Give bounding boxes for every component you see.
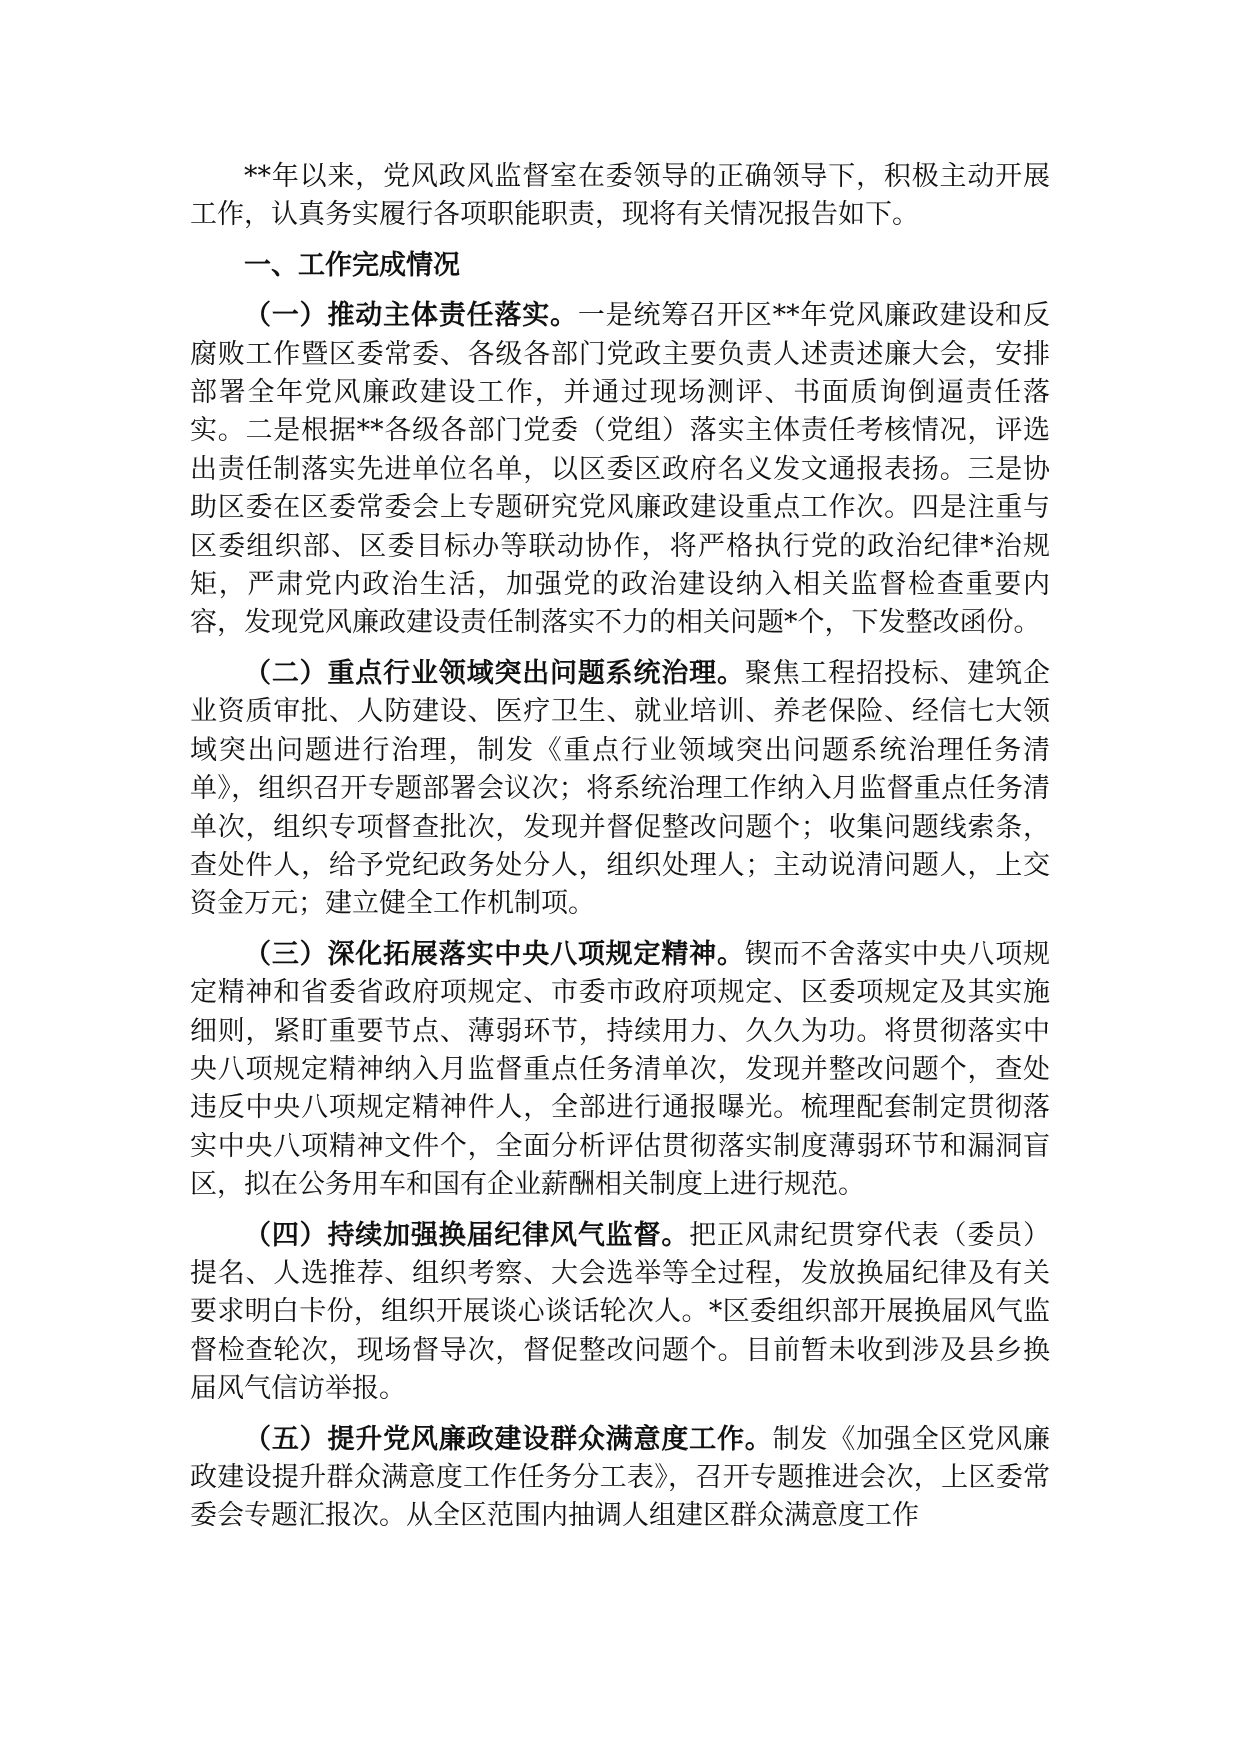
paragraph-lead: （一）推动主体责任落实。 [244,300,578,332]
paragraph-lead: （三）深化拓展落实中央八项规定精神。 [244,938,745,970]
paragraph-lead: （五）提升党风廉政建设群众满意度工作。 [244,1423,773,1455]
paragraph-1 [190,297,1050,643]
paragraph-3 [190,936,1050,1205]
paragraph-5 [190,1421,1050,1536]
document-page [190,158,1050,1548]
paragraph-lead: （四）持续加强换届纪律风气监督。 [244,1219,690,1251]
paragraph-body: 聚焦工程招投标、建筑企业资质审批、人防建设、医疗卫生、就业培训、养老保险、经信七大领域突出问题进行治理，制发《重点行业领域突出问题系统治理任务清单》，组织召开专题部署会议次；将系统治理工作纳入月监督重点任务清单次，组织专项督查批次，发现并督促整改问题个；收集问题线索条，查处件人，给予党纪政务处分人，组织处理人；主动说清问题人，上交资金万元；建立健全工作机制项。 [190,657,1051,920]
intro-paragraph: **年以来，党风政风监督室在委领导的正确领导下，积极主动开展工作，认真务实履行各项职能职责，现将有关情况报告如下。 [190,161,1050,231]
paragraph-4 [190,1217,1050,1409]
section-heading: 一、工作完成情况 [244,249,460,281]
paragraph-body: 制发《加强全区党风廉政建设提升群众满意度工作任务分工表》，召开专题推进会次，上区委常委会专题汇报次。从全区范围内抽调人组建区群众满意度工作 [190,1423,1051,1532]
paragraph-body: 一是统筹召开区**年党风廉政建设和反腐败工作暨区委常委、各级各部门党政主要负责人述责述廉大会，安排部署全年党风廉政建设工作，并通过现场测评、书面质询倒逼责任落实。二是根据**各级各部门党委（党组）落实主体责任考核情况，评选出责任制落实先进单位名单，以区委区政府名义发文通报表扬。三是协助区委在区委常委会上专题研究党风廉政建设重点工作次。四是注重与区委组织部、区委目标办等联动协作，将严格执行党的政治纪律*治规矩，严肃党内政治生活，加强党的政治建设纳入相关监督检查重要内容，发现党风廉政建设责任制落实不力的相关问题*个，下发整改函份。 [190,300,1051,639]
paragraph-2 [190,655,1050,924]
paragraph-body: 锲而不舍落实中央八项规定精神和省委省政府项规定、市委市政府项规定、区委项规定及其实施细则，紧盯重要节点、薄弱环节，持续用力、久久为功。将贯彻落实中央八项规定精神纳入月监督重点任务清单次，发现并整改问题个，查处违反中央八项规定精神件人，全部进行通报曝光。梳理配套制定贯彻落实中央八项精神文件个，全面分析评估贯彻落实制度薄弱环节和漏洞盲区，拟在公务用车和国有企业薪酬相关制度上进行规范。 [190,938,1051,1201]
paragraph-body: 把正风肃纪贯穿代表（委员）提名、人选推荐、组织考察、大会选举等全过程，发放换届纪律及有关要求明白卡份，组织开展谈心谈话轮次人。*区委组织部开展换届风气监督检查轮次，现场督导次，督促整改问题个。目前暂未收到涉及县乡换届风气信访举报。 [190,1219,1051,1405]
paragraph-lead: （二）重点行业领域突出问题系统治理。 [244,657,745,689]
